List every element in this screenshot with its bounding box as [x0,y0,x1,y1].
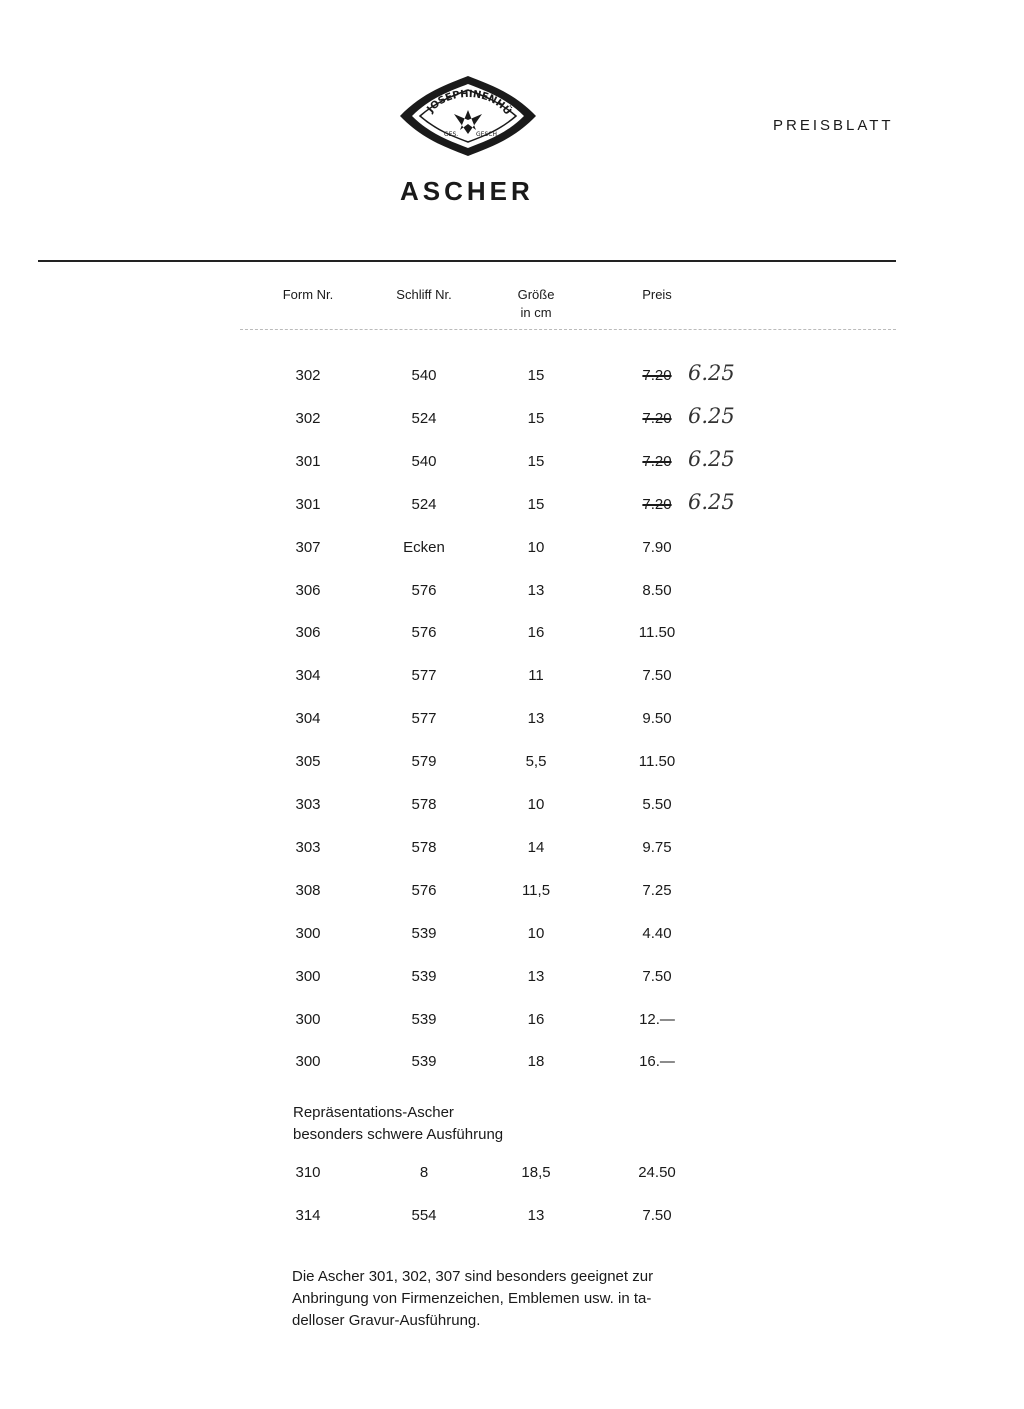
schliff-number: 554 [411,1207,437,1224]
size-cm: 16 [527,1010,545,1028]
schliff-number: 539 [411,967,437,985]
price: 9.75 [642,838,672,856]
size-cm: 10 [527,924,545,942]
form-number: 302 [295,367,321,384]
price: 8.50 [642,581,672,599]
price: 7.50 [642,967,672,985]
form-number: 302 [295,409,321,427]
form-number: 300 [295,1010,321,1028]
form-number: 301 [295,452,321,470]
header-divider [240,329,896,330]
price: 16.— [639,1053,675,1071]
price-new-handwritten: 6.25 [688,489,735,514]
form-number: 310 [295,1164,321,1181]
price: 9.50 [642,710,672,728]
footnote-line3: delloser Gravur-Ausführung. [292,1312,481,1329]
top-divider [38,260,896,262]
col-header-schliff: Schliff Nr. [396,287,452,302]
form-number: 300 [295,1053,321,1071]
form-number: 307 [295,538,321,556]
price: 7.25 [642,881,672,899]
schliff-number: 579 [411,753,437,771]
section-heading-line1: Repräsentations-Ascher [293,1104,454,1121]
document-label: PREISBLATT [773,117,894,134]
form-number: 306 [295,624,321,642]
size-cm: 10 [527,538,545,556]
section-heading-line2: besonders schwere Ausführung [293,1126,504,1143]
schliff-number: 524 [411,495,437,513]
size-cm: 13 [527,967,545,985]
size-cm: 16 [527,624,545,642]
schliff-number: 539 [411,1010,437,1028]
size-cm: 13 [527,710,545,728]
col-header-price: Preis [642,287,672,302]
size-cm: 15 [527,495,545,513]
logo-sub-right: GESCH. [476,131,499,138]
footnote [292,1266,732,1332]
form-number: 305 [295,753,321,771]
footnote-line2: Anbringung von Firmenzeichen, Emblemen usw. in ta- [292,1290,652,1307]
price-old-struck: 7.20 [642,452,672,470]
price: 24.50 [638,1164,676,1181]
size-cm: 18 [527,1053,545,1071]
col-header-size-line2: in cm [520,305,552,320]
size-cm: 11 [528,667,544,685]
col-header-size-line1: Größe [517,287,555,302]
price-old-struck: 7.20 [642,367,672,384]
price: 12.— [639,1010,675,1028]
schliff-number: 577 [411,710,437,728]
section-heading [293,1102,503,1146]
price: 7.90 [642,538,672,556]
col-header-size [496,286,576,322]
price: 5.50 [642,796,672,813]
schliff-number: 578 [411,838,437,856]
price-old-struck: 7.20 [642,409,672,427]
size-cm: 10 [527,796,545,813]
schliff-number: 539 [411,924,437,942]
col-header-form: Form Nr. [282,287,334,302]
schliff-number: 540 [411,367,437,384]
page-title: ASCHER [400,176,534,206]
price: 11.50 [638,753,676,771]
size-cm: 13 [527,1207,545,1224]
schliff-number: 577 [411,667,437,685]
schliff-number: 8 [419,1164,429,1181]
form-number: 303 [295,796,321,813]
company-logo [398,74,538,158]
size-cm: 14 [527,838,545,856]
schliff-number: 576 [411,581,437,599]
schliff-number: Ecken [403,538,445,556]
schliff-number: 540 [411,452,437,470]
price: 4.40 [642,924,672,942]
form-number: 314 [295,1207,321,1224]
footnote-line1: Die Ascher 301, 302, 307 sind besonders geeignet zur [292,1268,654,1285]
price-old-struck: 7.20 [642,495,672,513]
logo-text: JOSEPHINENHÜ [425,88,513,118]
form-number: 300 [295,967,321,985]
size-cm: 15 [527,409,545,427]
schliff-number: 539 [411,1053,437,1071]
price-new-handwritten: 6.25 [688,361,735,385]
form-number: 308 [295,881,321,899]
schliff-number: 578 [411,796,437,813]
form-number: 301 [295,495,321,513]
logo-sub-left: GES. [444,131,459,138]
form-number: 304 [295,710,321,728]
size-cm: 15 [527,452,545,470]
schliff-number: 576 [411,881,437,899]
price: 7.50 [642,667,672,685]
form-number: 304 [295,667,321,685]
price-new-handwritten: 6.25 [688,446,735,471]
size-cm: 15 [527,367,545,384]
price: 11.50 [638,624,676,642]
form-number: 306 [295,581,321,599]
size-cm: 11,5 [521,881,551,899]
form-number: 300 [295,924,321,942]
price-new-handwritten: 6.25 [688,403,735,428]
form-number: 303 [295,838,321,856]
schliff-number: 576 [411,624,437,642]
size-cm: 5,5 [525,753,547,771]
price: 7.50 [642,1207,672,1224]
size-cm: 18,5 [521,1164,551,1181]
size-cm: 13 [527,581,545,599]
schliff-number: 524 [411,409,437,427]
